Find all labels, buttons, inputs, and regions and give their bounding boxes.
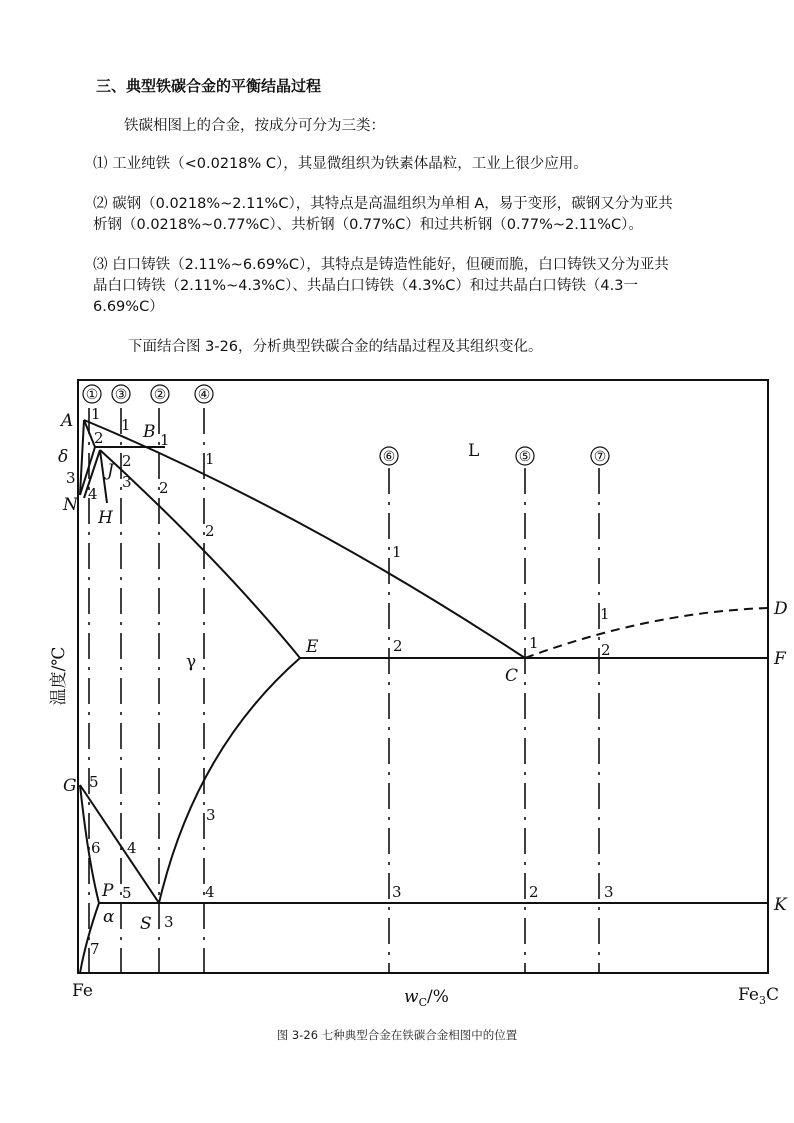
item-carbon-steel-line2: 析钢（0.0218%~0.77%C）、共析钢（0.77%C）和过共析钢（0.77%~2.11%C）。: [93, 217, 643, 233]
boundary-JH: [100, 450, 107, 503]
mark-alloy2-2: 2: [159, 479, 169, 497]
mark-alloy2-3: 3: [164, 913, 174, 931]
figure-caption: 图 3-26 七种典型合金在铁碳合金相图中的位置: [276, 1028, 518, 1042]
phase-label-liquid: L: [468, 441, 480, 461]
alloy-label-3: ③: [114, 387, 128, 403]
point-S: S: [140, 914, 152, 934]
item-white-cast-iron-line2: 晶白口铸铁（2.11%~4.3%C）、共晶白口铸铁（4.3%C）和过共晶白口铸铁（4.3一: [93, 278, 638, 294]
item-white-cast-iron-line3: 6.69%C）: [93, 299, 164, 315]
item-carbon-steel-line1: ⑵ 碳钢（0.0218%~2.11%C），其特点是高温组织为单相 A，易于变形，碳钢又分为亚共: [93, 196, 673, 212]
point-K: K: [774, 895, 787, 915]
intro-paragraph: 铁碳相图上的合金，按成分可分为三类：: [124, 118, 385, 134]
alloy-label-2: ②: [153, 387, 167, 403]
diagram-frame: [78, 380, 768, 973]
lead-paragraph: 下面结合图 3-26，分析典型铁碳合金的结晶过程及其组织变化。: [128, 339, 543, 355]
point-N: N: [63, 495, 78, 515]
mark-alloy6-3: 3: [392, 883, 402, 901]
mark-alloy2-1: 1: [160, 431, 170, 449]
alloy-label-7: ⑦: [593, 449, 607, 465]
mark-alloy4-2: 2: [205, 522, 215, 540]
mark-alloy1-5: 5: [89, 773, 99, 791]
point-B: B: [143, 422, 156, 442]
mark-alloy1-1: 1: [91, 405, 101, 423]
mark-alloy1-7: 7: [90, 940, 100, 958]
point-J: J: [107, 461, 114, 481]
alloy-label-6: ⑥: [382, 449, 396, 465]
mark-alloy6-2: 2: [393, 637, 403, 655]
point-G: G: [63, 776, 77, 796]
mark-alloy4-1: 1: [205, 450, 215, 468]
mark-alloy1-4: 4: [88, 485, 98, 503]
mark-alloy3-1: 1: [121, 416, 131, 434]
mark-alloy1-3: 3: [66, 469, 76, 487]
alloy-label-1: ①: [85, 387, 99, 403]
mark-alloy7-3: 3: [604, 883, 614, 901]
mark-alloy3-3: 3: [122, 473, 132, 491]
x-axis-left-label: Fe: [72, 981, 93, 1001]
liquidus-ABC: [84, 420, 525, 658]
mark-alloy3-5: 5: [122, 884, 132, 902]
point-C: C: [505, 666, 519, 686]
mark-alloy1-6: 6: [91, 839, 101, 857]
x-axis-right-label: $Fe_3C$: [738, 985, 779, 1007]
mark-alloy6-1: 1: [392, 543, 402, 561]
y-axis-label: 温度/℃: [49, 646, 69, 706]
mark-alloy5-1: 1: [529, 634, 539, 652]
mark-alloy1-2: 2: [94, 429, 104, 447]
item-white-cast-iron-line1: ⑶ 白口铸铁（2.11%~6.69%C），其特点是铸造性能好，但硬而脆，白口铸铁又分为亚共: [93, 257, 669, 273]
point-P: P: [102, 881, 114, 901]
point-D: D: [774, 599, 788, 619]
point-F: F: [774, 649, 786, 669]
point-A: A: [61, 411, 74, 431]
boundary-ES: [159, 658, 300, 903]
x-axis-label: $w_C/\%$: [404, 987, 449, 1009]
phase-label-gamma: γ: [186, 652, 197, 672]
point-E: E: [306, 637, 319, 657]
phase-label-alpha: α: [103, 907, 115, 927]
liquidus-CD: [525, 608, 768, 658]
mark-alloy4-3: 3: [206, 806, 216, 824]
section-heading: 三、典型铁碳合金的平衡结晶过程: [96, 77, 322, 95]
alloy-label-5: ⑤: [518, 449, 532, 465]
mark-alloy7-1: 1: [600, 605, 610, 623]
mark-alloy4-4: 4: [205, 883, 215, 901]
mark-alloy3-2: 2: [122, 452, 132, 470]
phase-label-delta: δ: [58, 447, 69, 467]
alloy-label-4: ④: [197, 387, 211, 403]
mark-alloy5-2: 2: [529, 883, 539, 901]
point-H: H: [98, 508, 113, 528]
item-industrial-iron: ⑴ 工业纯铁（<0.0218% C），其显微组织为铁素体晶粒，工业上很少应用。: [93, 156, 588, 172]
mark-alloy3-4: 4: [127, 839, 137, 857]
mark-alloy7-2: 2: [601, 641, 611, 659]
